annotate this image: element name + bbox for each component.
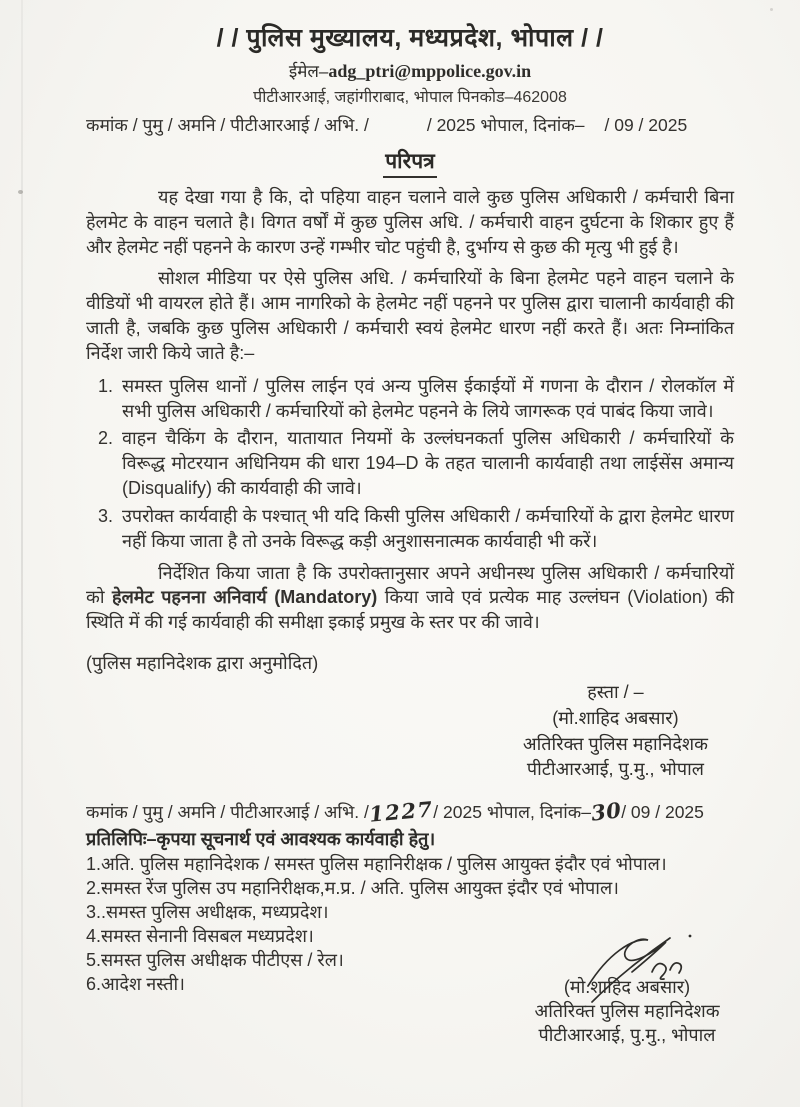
- subject-wrap: [86, 147, 734, 178]
- letterhead-email-line: [86, 59, 734, 82]
- recipient-line-2: 2.समस्त रेंज पुलिस उप महानिरीक्षक,म.प्र. / अति. पुलिस आयुक्त इंदौर एवं भोपाल।: [86, 878, 619, 899]
- subject-heading: परिपत्र: [383, 147, 436, 178]
- directives-list: [86, 374, 734, 554]
- handwritten-signature-icon: [512, 928, 742, 990]
- reference-line-bottom: [86, 796, 734, 827]
- ref-top-suffix: / 09 / 2025: [604, 115, 688, 135]
- letterhead-title: / / पुलिस मुख्यालय, मध्यप्रदेश, भोपाल / /: [216, 24, 604, 52]
- directive-item-1: 1. समस्त पुलिस थानों / पुलिस लाईन एवं अन्य पुलिस ईकाईयों में गणना के दौरान / रोलकॉल में सभी पुलिस अधिकारी / कर्मचारियों को हेलमेट पहनने के लिये जागरूक एवं पाबंद किया जावे।: [118, 374, 734, 424]
- signed-label: हस्ता / –: [587, 682, 644, 703]
- closing-after: किया जावे एवं प्रत्येक माह उल्लंघन (Violation) की स्थिति में की गई कार्यवाही की समीक्षा इकाई प्रमुख के स्तर पर की जावे।: [86, 587, 734, 633]
- signatory-office-bottom: पीटीआरआई, पु.मु., भोपाल: [538, 1024, 716, 1045]
- signature-block-top: [523, 681, 708, 782]
- recipient-line-6: 6.आदेश नस्ती।: [86, 973, 185, 994]
- letterhead-address: पीटीआरआई, जहांगीराबाद, भोपाल पिनकोड–462008: [253, 89, 567, 106]
- email-label: ईमेल–: [288, 62, 329, 81]
- recipient-line-1: 1.अति. पुलिस महानिदेशक / समस्त पुलिस महानिरीक्षक / पुलिस आयुक्त इंदौर एवं भोपाल।: [86, 854, 667, 875]
- signatory-name: (मो.शाहिद अबसार): [552, 707, 679, 728]
- ref-bottom-middle: / 2025 भोपाल, दिनांक–: [433, 802, 591, 823]
- ref-bottom-prefix: कमांक / पुमु / अमनि / पीटीआरआई / अभि. /: [86, 802, 369, 823]
- copy-to-heading: प्रतिलिपिः–कृपया सूचनार्थ एवं आवश्यक कार्यवाही हेतु।: [86, 829, 436, 850]
- para-social-media: सोशल मीडिया पर ऐसे पुलिस अधि. / कर्मचारियों के बिना हेलमेट पहने वाहन चलाने के वीडियों भी वायरल होते हैं। आम नागरिको के हेलमेट नहीं पहनने पर पुलिस द्वारा चालानी कार्यवाही की जाती है, जबकि कुछ पुलिस अधिकारी / कर्मचारी स्वयं हेलमेट धारण नहीं करते हैं। अतः निम्नांकित निर्देश जारी किये जाते है:–: [86, 268, 734, 363]
- recipient-line-5: 5.समस्त पुलिस अधीक्षक पीटीएस / रेल।: [86, 949, 344, 970]
- ref-top-prefix: कमांक / पुमु / अमनि / पीटीआरआई / अभि. /: [86, 115, 369, 135]
- signatory-designation-bottom: अतिरिक्त पुलिस महानिदेशक: [534, 1000, 720, 1021]
- directive-item-3: 3. उपरोक्त कार्यवाही के पश्चात् भी यदि किसी पुलिस अधिकारी / कर्मचारियों के द्वारा हेलमेट धारण नहीं किया जाता है तो उनके विरूद्ध कड़ी अनुशासनात्मक कार्यवाही भी करें।: [118, 504, 734, 554]
- ref-bottom-suffix: / 09 / 2025: [621, 802, 704, 823]
- closing-mandatory-bold: हेलमेट पहनना अनिवार्य (Mandatory): [112, 587, 378, 608]
- recipient-line-4: 4.समस्त सेनानी विसबल मध्यप्रदेश।: [86, 925, 314, 946]
- recipient-line-3: 3..समस्त पुलिस अधीक्षक, मध्यप्रदेश।: [86, 901, 329, 922]
- directive-item-2: 2. वाहन चैकिंग के दौरान, यातायात नियमों के उल्लंघनकर्ता पुलिस अधिकारी / कर्मचारियों के विरूद्ध मोटरयान अधिनियम की धारा 194–D के तहत चालानी कार्यवाही तथा लाईसेंस अमान्य (Disqualify) की कार्यवाही की जावे।: [118, 426, 734, 500]
- handwritten-day: 30: [589, 797, 623, 826]
- handwritten-ref-number: 1227: [367, 796, 435, 827]
- signature-block-bottom: [512, 928, 742, 1047]
- signatory-designation: अतिरिक्त पुलिस महानिदेशक: [522, 733, 708, 754]
- reference-line-top: [86, 113, 734, 137]
- para-observation: यह देखा गया है कि, दो पहिया वाहन चलाने वाले कुछ पुलिस अधिकारी / कर्मचारी बिना हेलमेट के वाहन चलाते है। विगत वर्षों में कुछ पुलिस अधि. / कर्मचारी वाहन दुर्घटना के शिकार हुए हैं और हेलमेट नहीं पहनने के कारण उन्हें गम्भीर चोट पहुंची है, दुर्भाग्य से कुछ की मृत्यु भी हुई है।: [86, 187, 734, 257]
- para-closing: [86, 561, 734, 635]
- closing-before: निर्देशित किया जाता है कि उपरोक्तानुसार अपने अधीनस्थ पुलिस अधिकारी / कर्मचारियों को: [86, 562, 734, 608]
- approved-note: (पुलिस महानिदेशक द्वारा अनुमोदित): [86, 653, 319, 674]
- ref-top-middle: / 2025 भोपाल, दिनांक–: [426, 115, 585, 135]
- email-address: adg_ptri@mppolice.gov.in: [328, 61, 532, 81]
- signatory-office: पीटीआरआई, पु.मु., भोपाल: [526, 759, 704, 780]
- signatory-name-bottom: (मो.शाहिद अबसार): [563, 977, 691, 997]
